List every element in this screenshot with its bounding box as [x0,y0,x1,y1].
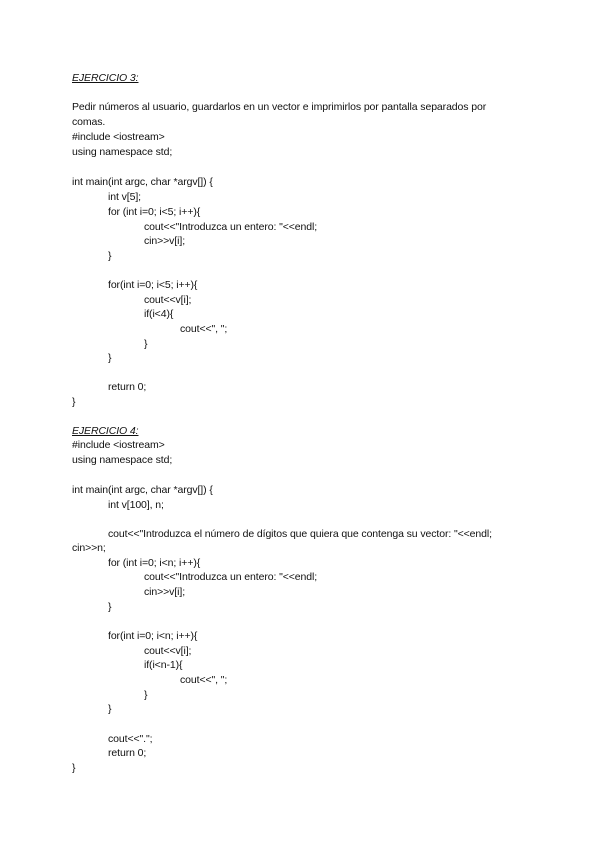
exercise-3-heading: EJERCICIO 3: [72,72,139,84]
code-line: cout<<v[i]; [144,645,192,657]
code-line: if(i<4){ [144,308,174,320]
code-line: } [144,689,148,701]
code-line: int main(int argc, char *argv[]) { [72,176,213,188]
code-line: for(int i=0; i<n; i++){ [108,630,198,642]
code-line: #include <iostream> [72,439,165,451]
code-line: cout<<"Introduzca un entero: "<<endl; [144,571,318,583]
code-line: cout<<"."; [108,733,153,745]
code-line: cin>>v[i]; [144,586,186,598]
code-line: for (int i=0; i<5; i++){ [108,206,201,218]
code-line: cin>>n; [72,542,106,554]
code-line: return 0; [108,381,147,393]
code-line: cout<<", "; [180,323,228,335]
code-line: } [108,352,112,364]
code-line: } [108,703,112,715]
code-line: cout<<"Introduzca el número de dígitos que quiera que contenga su vector: "<<endl; [108,528,492,540]
code-line: cout<<"Introduzca un entero: "<<endl; [144,221,318,233]
code-line: } [72,762,76,774]
code-line: int v[100], n; [108,499,164,511]
code-line: cout<<v[i]; [144,294,192,306]
code-line: for(int i=0; i<5; i++){ [108,279,198,291]
code-line: cout<<", "; [180,674,228,686]
code-line: return 0; [108,747,147,759]
code-line: } [72,396,76,408]
code-line: } [108,601,112,613]
code-line: using namespace std; [72,146,173,158]
exercise-3-statement-line-1: Pedir números al usuario, guardarlos en un vector e imprimirlos por pantalla separados por [72,101,487,113]
code-line: #include <iostream> [72,131,165,143]
code-line: } [144,338,148,350]
exercise-4-heading: EJERCICIO 4: [72,425,139,437]
code-line: if(i<n-1){ [144,659,183,671]
code-line: int main(int argc, char *argv[]) { [72,484,213,496]
code-line: } [108,250,112,262]
exercise-3-statement-line-2: comas. [72,116,106,128]
code-line: for (int i=0; i<n; i++){ [108,557,201,569]
code-line: int v[5]; [108,191,141,203]
code-line: cin>>v[i]; [144,235,186,247]
code-line: using namespace std; [72,454,173,466]
